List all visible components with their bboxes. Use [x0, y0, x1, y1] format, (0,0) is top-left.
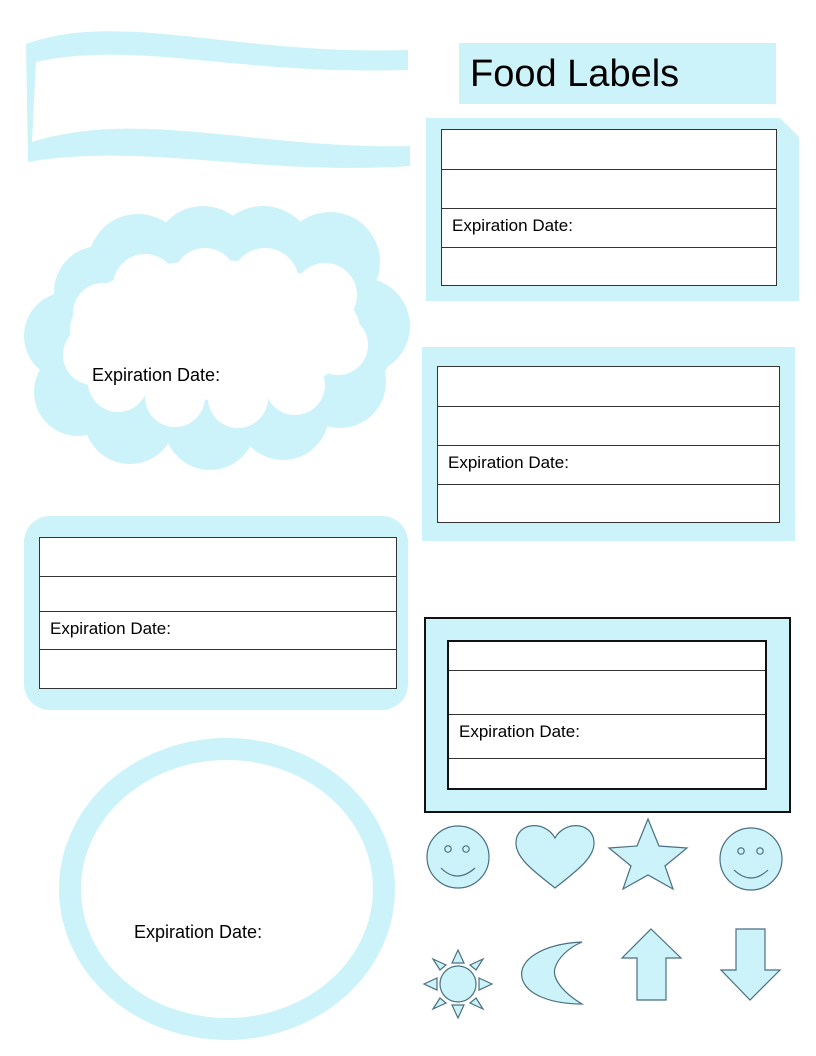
expiration-date-label: Expiration Date: [50, 619, 171, 638]
smiley-face-icon [427, 826, 489, 888]
arrow-down-icon [721, 929, 780, 1000]
moon-icon [522, 942, 582, 1004]
expiration-date-label: Expiration Date: [448, 453, 569, 472]
sun-icon [424, 950, 492, 1018]
star-icon [609, 819, 687, 889]
oval-expiration-label: Expiration Date: [134, 922, 263, 942]
heart-icon [516, 826, 594, 888]
arrow-up-icon [622, 929, 681, 1000]
expiration-date-label: Expiration Date: [452, 216, 573, 235]
page-title: Food Labels [470, 53, 680, 95]
expiration-date-label: Expiration Date: [459, 722, 580, 741]
smiley-face-icon [720, 828, 782, 890]
cloud-expiration-label: Expiration Date: [92, 365, 221, 385]
